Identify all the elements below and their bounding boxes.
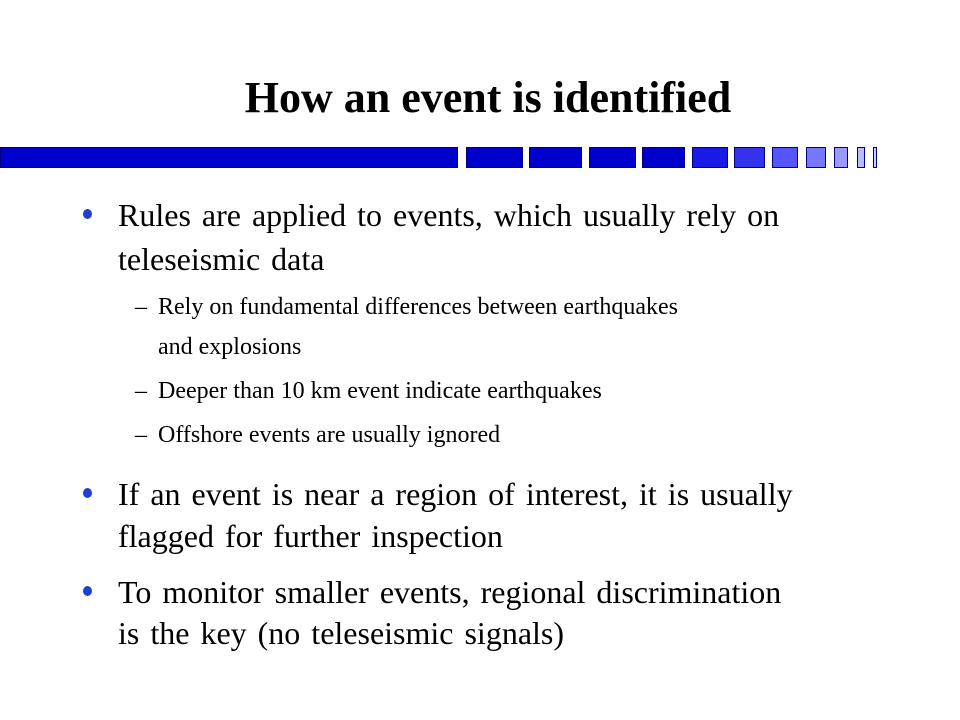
bullet-dot-icon xyxy=(83,488,92,498)
slide-title: How an event is identified xyxy=(244,73,732,122)
sub-bullet-text-line: Deeper than 10 km event indicate earthquakes xyxy=(158,378,602,404)
bullet-dot-icon xyxy=(83,586,92,596)
bullet-dot-icon xyxy=(83,209,92,219)
bullet-text-line: is the key (no teleseismic signals) xyxy=(118,615,565,651)
bullet-text-line: To monitor smaller events, regional discrimination xyxy=(118,574,782,610)
sub-bullet-text-line: Rely on fundamental differences between earthquakes xyxy=(158,294,679,320)
bullet-text-line: flagged for further inspection xyxy=(118,518,503,554)
bullet-text-line: If an event is near a region of interest, it is usually xyxy=(118,476,793,512)
sub-bullet-dash: – xyxy=(135,294,147,320)
sub-bullet-dash: – xyxy=(135,422,147,448)
bullet-text-line: Rules are applied to events, which usually rely on xyxy=(118,197,780,233)
bullet-text-line: teleseismic data xyxy=(118,241,325,277)
sub-bullet-text-line: Offshore events are usually ignored xyxy=(158,422,501,448)
sub-bullet-text-line: and explosions xyxy=(158,334,302,360)
sub-bullet-dash: – xyxy=(135,378,147,404)
